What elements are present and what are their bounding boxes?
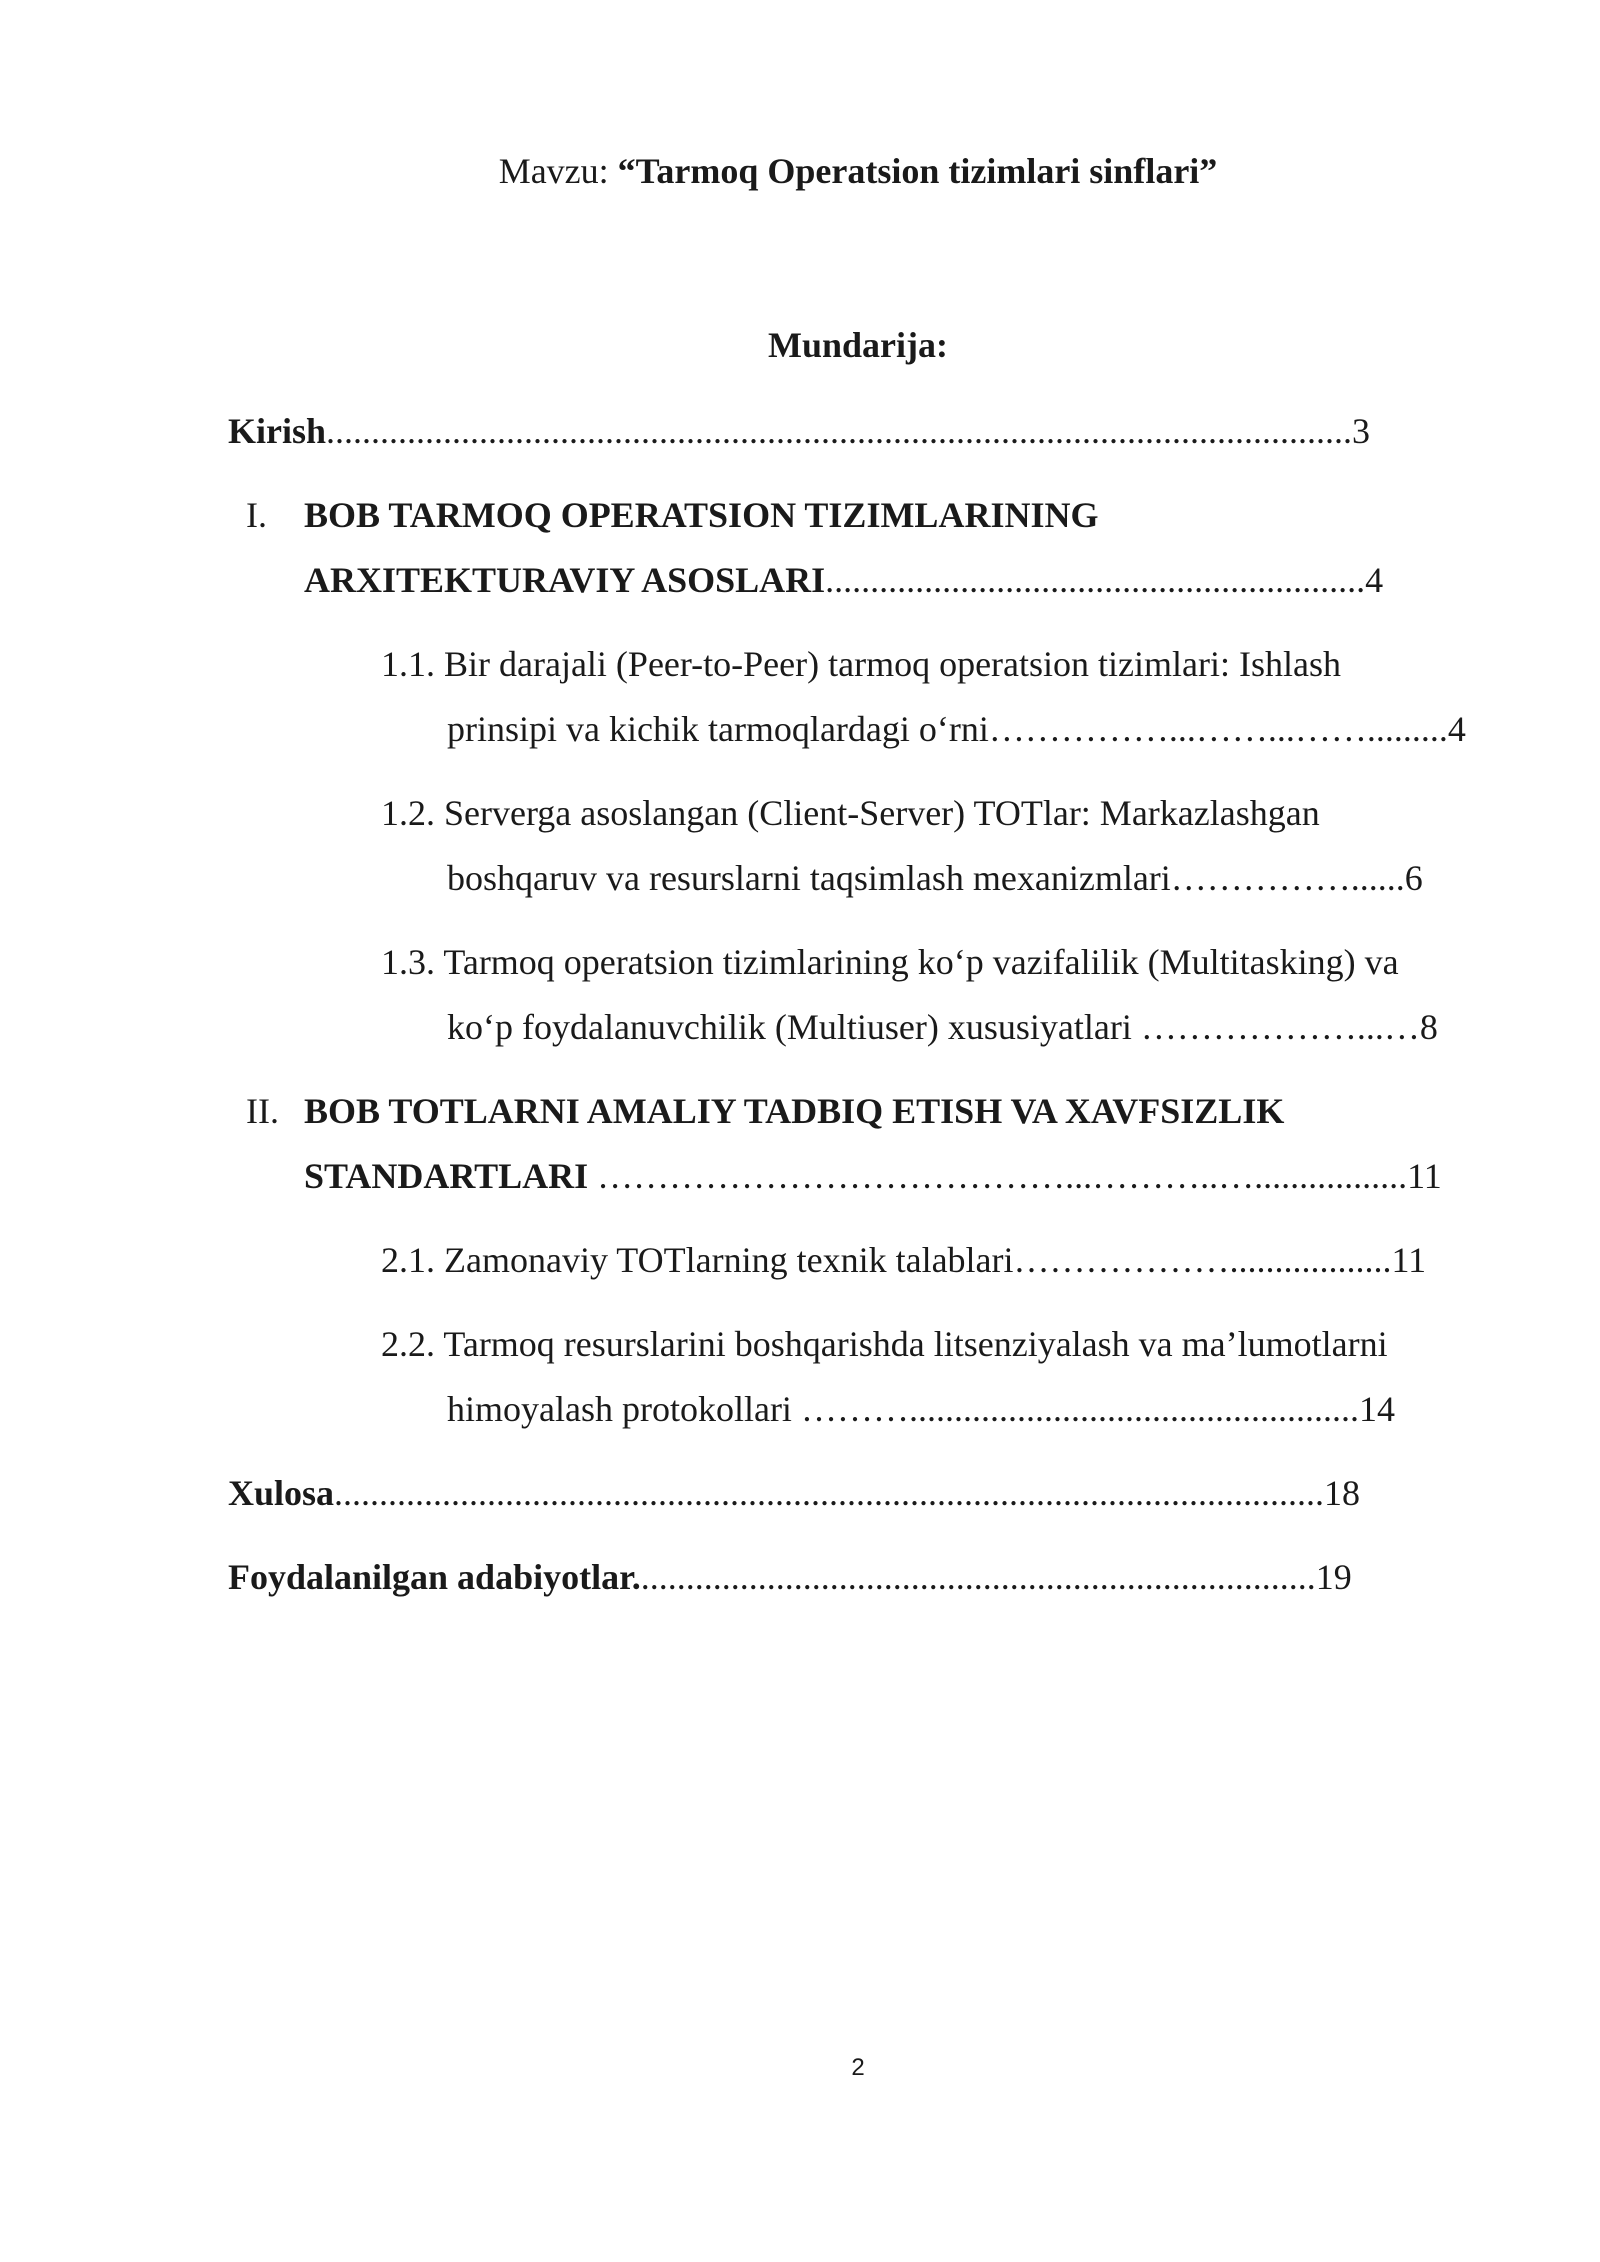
toc-leader: ……………...……...……......... [988,709,1448,749]
chapter2-title-line1[interactable]: BOB TOTLARNI AMALIY TADBIQ ETISH VA XAVFSIZLIK [304,1091,1285,1131]
topic-title: “Tarmoq Operatsion tizimlari sinflari” [617,151,1218,191]
toc-leader: ………………...… [1140,1007,1420,1047]
toc-leader: ……………….................. [1013,1240,1392,1280]
section-number: 2.1. [381,1240,435,1280]
toc-page: 3 [1352,411,1371,451]
page-number: 2 [851,2054,865,2081]
chapter1-title-line2: ARXITEKTURAVIY ASOSLARI [304,560,826,600]
toc-page: 11 [1407,1156,1442,1196]
toc-leader: .............................................................................................................. [334,1473,1325,1513]
section-title-line1: Serverga asoslangan (Client-Server) TOTlar: Markazlashgan [444,793,1320,833]
section-title-line1: Tarmoq operatsion tizimlarining ko‘p vazifalilik (Multitasking) va [443,942,1399,982]
section-number: 1.2. [381,793,435,833]
toc-entry-intro[interactable] [228,410,1370,452]
document-topic [0,150,1600,192]
toc-entry-2-2-cont[interactable] [447,1388,1395,1430]
toc-page: 6 [1404,858,1423,898]
toc-entry-conclusion[interactable] [228,1472,1360,1514]
toc-entry-chapter2[interactable] [304,1155,1442,1197]
toc-page: 11 [1391,1240,1427,1280]
section-title-line1: Tarmoq resurslarini boshqarishda litsenziyalash va ma’lumotlarni [443,1324,1388,1364]
toc-entry-1-2-cont[interactable] [447,857,1423,899]
toc-leader: ……………...... [1170,858,1405,898]
toc-leader: …………………………………...………..…................. [597,1156,1408,1196]
chapter-number: II. [246,1091,279,1131]
toc-page: 4 [1447,709,1466,749]
toc-entry-chapter1[interactable] [304,559,1383,601]
toc-leader: ……….................................................. [800,1389,1359,1429]
toc-entry-label: Kirish [228,411,327,451]
section-title-line1: Zamonaviy TOTlarning texnik talablari [444,1240,1014,1280]
toc-entry-2-2[interactable] [381,1323,1388,1365]
chapter2-title-line2: STANDARTLARI [304,1156,598,1196]
section-title-line2: himoyalash protokollari [447,1389,801,1429]
toc-entry-1-1-cont[interactable] [447,708,1466,750]
toc-page: 19 [1315,1557,1352,1597]
section-number: 1.3. [381,942,435,982]
toc-leader: ............................................................ [825,560,1366,600]
toc-page: 14 [1358,1389,1395,1429]
toc-page: 8 [1419,1007,1438,1047]
section-title-line2: ko‘p foydalanuvchilik (Multiuser) xususiyatlari [447,1007,1141,1047]
toc-entry-1-1[interactable] [381,643,1341,685]
topic-prefix: Mavzu: [498,151,618,191]
section-number: 2.2. [381,1324,435,1364]
toc-heading: Mundarija: [768,325,948,365]
toc-entry-1-3-cont[interactable] [447,1006,1438,1048]
toc-entry-2-1[interactable] [381,1239,1426,1281]
toc-page: 4 [1365,560,1384,600]
chapter1-title-line1[interactable]: BOB TARMOQ OPERATSION TIZIMLARINING [304,495,1099,535]
section-number: 1.1. [381,644,435,684]
section-title-line1: Bir darajali (Peer-to-Peer) tarmoq operatsion tizimlari: Ishlash [444,644,1341,684]
toc-entry-references[interactable] [228,1556,1352,1598]
toc-page: 18 [1324,1473,1361,1513]
toc-leader: ........................................................................... [640,1557,1316,1597]
toc-entry-1-3[interactable] [381,941,1399,983]
toc-entry-label: Xulosa [228,1473,335,1513]
section-title-line2: prinsipi va kichik tarmoqlardagi o‘rni [447,709,989,749]
toc-entry-label: Foydalanilgan adabiyotlar. [228,1557,641,1597]
chapter-number: I. [246,495,267,535]
section-title-line2: boshqaruv va resurslarni taqsimlash mexanizmlari [447,858,1171,898]
toc-entry-1-2[interactable] [381,792,1320,834]
toc-leader: .................................................................................................................. [326,411,1353,451]
